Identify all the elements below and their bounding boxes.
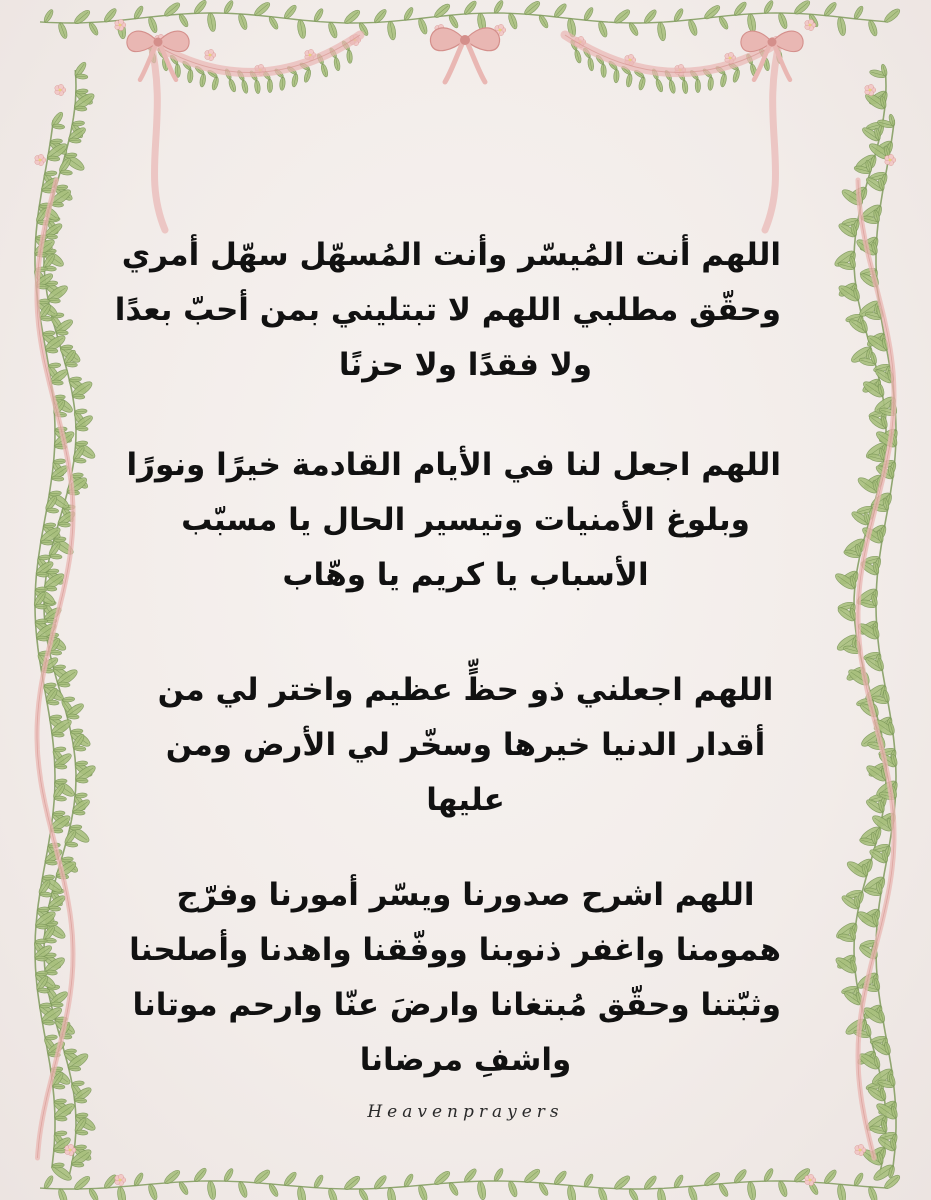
prayer-stanza-2 [126, 438, 781, 603]
prayer-line: الأسباب يا كريم يا وهّاب [282, 557, 649, 593]
prayer-line: واشفِ مرضانا [359, 1042, 572, 1078]
prayer-stanza-1 [114, 228, 781, 393]
prayer-stanza-3 [150, 663, 781, 828]
prayer-line: اللهم اجعل لنا في الأيام القادمة خيرًا ونورًا [126, 447, 781, 483]
prayer-stanza-4 [129, 868, 781, 1088]
signature: Heavenprayers [367, 1102, 564, 1122]
prayer-line: اللهم اشرح صدورنا ويسّر أمورنا وفرّج [176, 877, 755, 913]
prayer-line: اللهم اجعلني ذو حظٍّ عظيم واختر لي من [157, 672, 774, 708]
prayer-line: ولا فقدًا ولا حزنًا [338, 347, 593, 383]
prayer-line: اللهم أنت المُيسّر وأنت المُسهّل سهّل أمري [121, 237, 781, 273]
prayer-line: وبلوغ الأمنيات وتيسير الحال يا مسبّب [181, 502, 750, 538]
prayer-line: وثبّتنا وحقّق مُبتغانا وارضَ عنّا وارحم موتانا [132, 987, 781, 1023]
ribbon-bow-icon [430, 28, 499, 82]
prayer-text [114, 228, 781, 1088]
prayer-line: وحقّق مطلبي اللهم لا تبتليني بمن أحبّ بعدًا [114, 292, 781, 328]
prayer-line: همومنا واغفر ذنوبنا ووفّقنا واهدنا وأصلحنا [129, 932, 781, 968]
prayer-line: عليها [426, 782, 505, 818]
prayer-line: أقدار الدنيا خيرها وسخّر لي الأرض ومن [165, 727, 766, 763]
